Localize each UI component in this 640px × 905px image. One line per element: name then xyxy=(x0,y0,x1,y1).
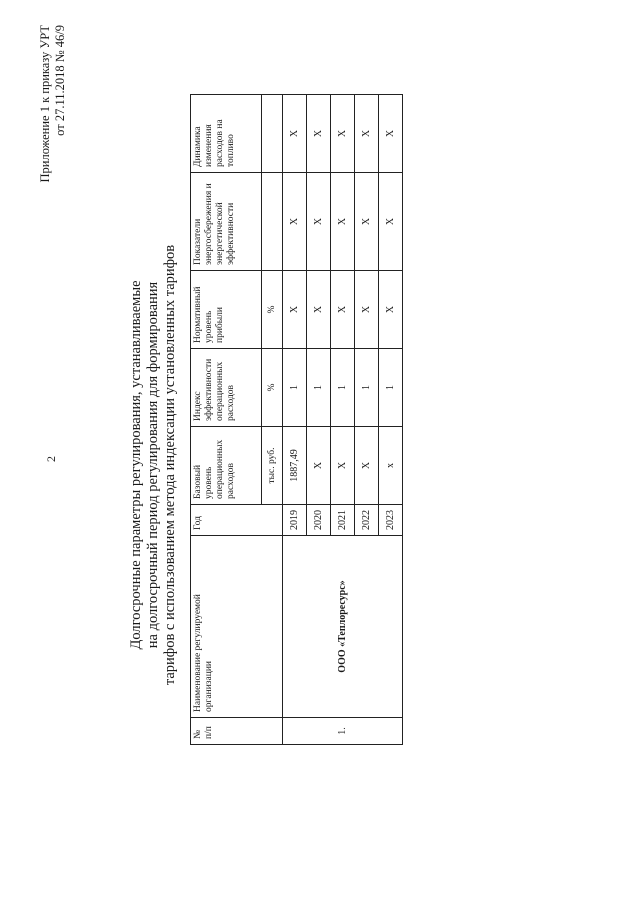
cell-fuel: X xyxy=(331,95,355,173)
cell-year: 2021 xyxy=(331,505,355,536)
attachment-line-2: от 27.11.2018 № 46/9 xyxy=(53,25,67,136)
row-number: 1. xyxy=(283,718,403,745)
cell-fuel: X xyxy=(307,95,331,173)
cell-profit: X xyxy=(355,271,379,349)
header-efficiency-index: Индекс эффективности операционных расходов xyxy=(191,349,262,427)
organization-name: ООО «Теплоресурс» xyxy=(283,536,403,718)
header-profit-level: Нормативный уровень прибыли xyxy=(191,271,262,349)
cell-energy: X xyxy=(331,173,355,271)
parameters-table xyxy=(190,94,403,745)
header-base-opex: Базовый уровень операционных расходов xyxy=(191,427,262,505)
unit-index: % xyxy=(262,349,283,427)
document-title xyxy=(128,215,179,715)
cell-base: 1887,49 xyxy=(283,427,307,505)
unit-energy xyxy=(262,173,283,271)
cell-fuel: X xyxy=(283,95,307,173)
cell-index: 1 xyxy=(355,349,379,427)
cell-fuel: X xyxy=(379,95,403,173)
unit-fuel xyxy=(262,95,283,173)
cell-year: 2023 xyxy=(379,505,403,536)
cell-profit: X xyxy=(283,271,307,349)
cell-fuel: X xyxy=(355,95,379,173)
page-number: 2 xyxy=(44,456,58,462)
cell-base: X xyxy=(355,427,379,505)
header-num: № п/п xyxy=(191,718,283,745)
attachment-line-1: Приложение 1 к приказу УРТ xyxy=(38,25,52,183)
title-line-2: на долгосрочный период регулирования для формирования xyxy=(145,281,161,649)
header-organization: Наименование регулируемой организации xyxy=(191,536,283,718)
unit-base: тыс. руб. xyxy=(262,427,283,505)
attachment-note xyxy=(38,25,68,345)
cell-year: 2022 xyxy=(355,505,379,536)
cell-energy: X xyxy=(307,173,331,271)
cell-energy: X xyxy=(379,173,403,271)
cell-index: 1 xyxy=(283,349,307,427)
header-year: Год xyxy=(191,505,283,536)
cell-energy: X xyxy=(355,173,379,271)
cell-profit: X xyxy=(331,271,355,349)
cell-year: 2019 xyxy=(283,505,307,536)
cell-base: X xyxy=(331,427,355,505)
cell-profit: X xyxy=(379,271,403,349)
cell-year: 2020 xyxy=(307,505,331,536)
unit-profit: % xyxy=(262,271,283,349)
table-row xyxy=(283,95,307,745)
cell-index: 1 xyxy=(379,349,403,427)
cell-energy: X xyxy=(283,173,307,271)
title-line-3: тарифов с использованием метода индексации установленных тарифов xyxy=(162,244,178,686)
header-fuel-dynamics: Динамика изменения расходов на топливо xyxy=(191,95,262,173)
cell-index: 1 xyxy=(331,349,355,427)
table-header-row xyxy=(191,95,262,745)
cell-base: x xyxy=(379,427,403,505)
title-line-1: Долгосрочные параметры регулирования, устанавливаемые xyxy=(128,280,144,650)
cell-profit: X xyxy=(307,271,331,349)
cell-index: 1 xyxy=(307,349,331,427)
cell-base: X xyxy=(307,427,331,505)
header-energy-saving: Показатели энергосбережения и энергетической эффективности xyxy=(191,173,262,271)
